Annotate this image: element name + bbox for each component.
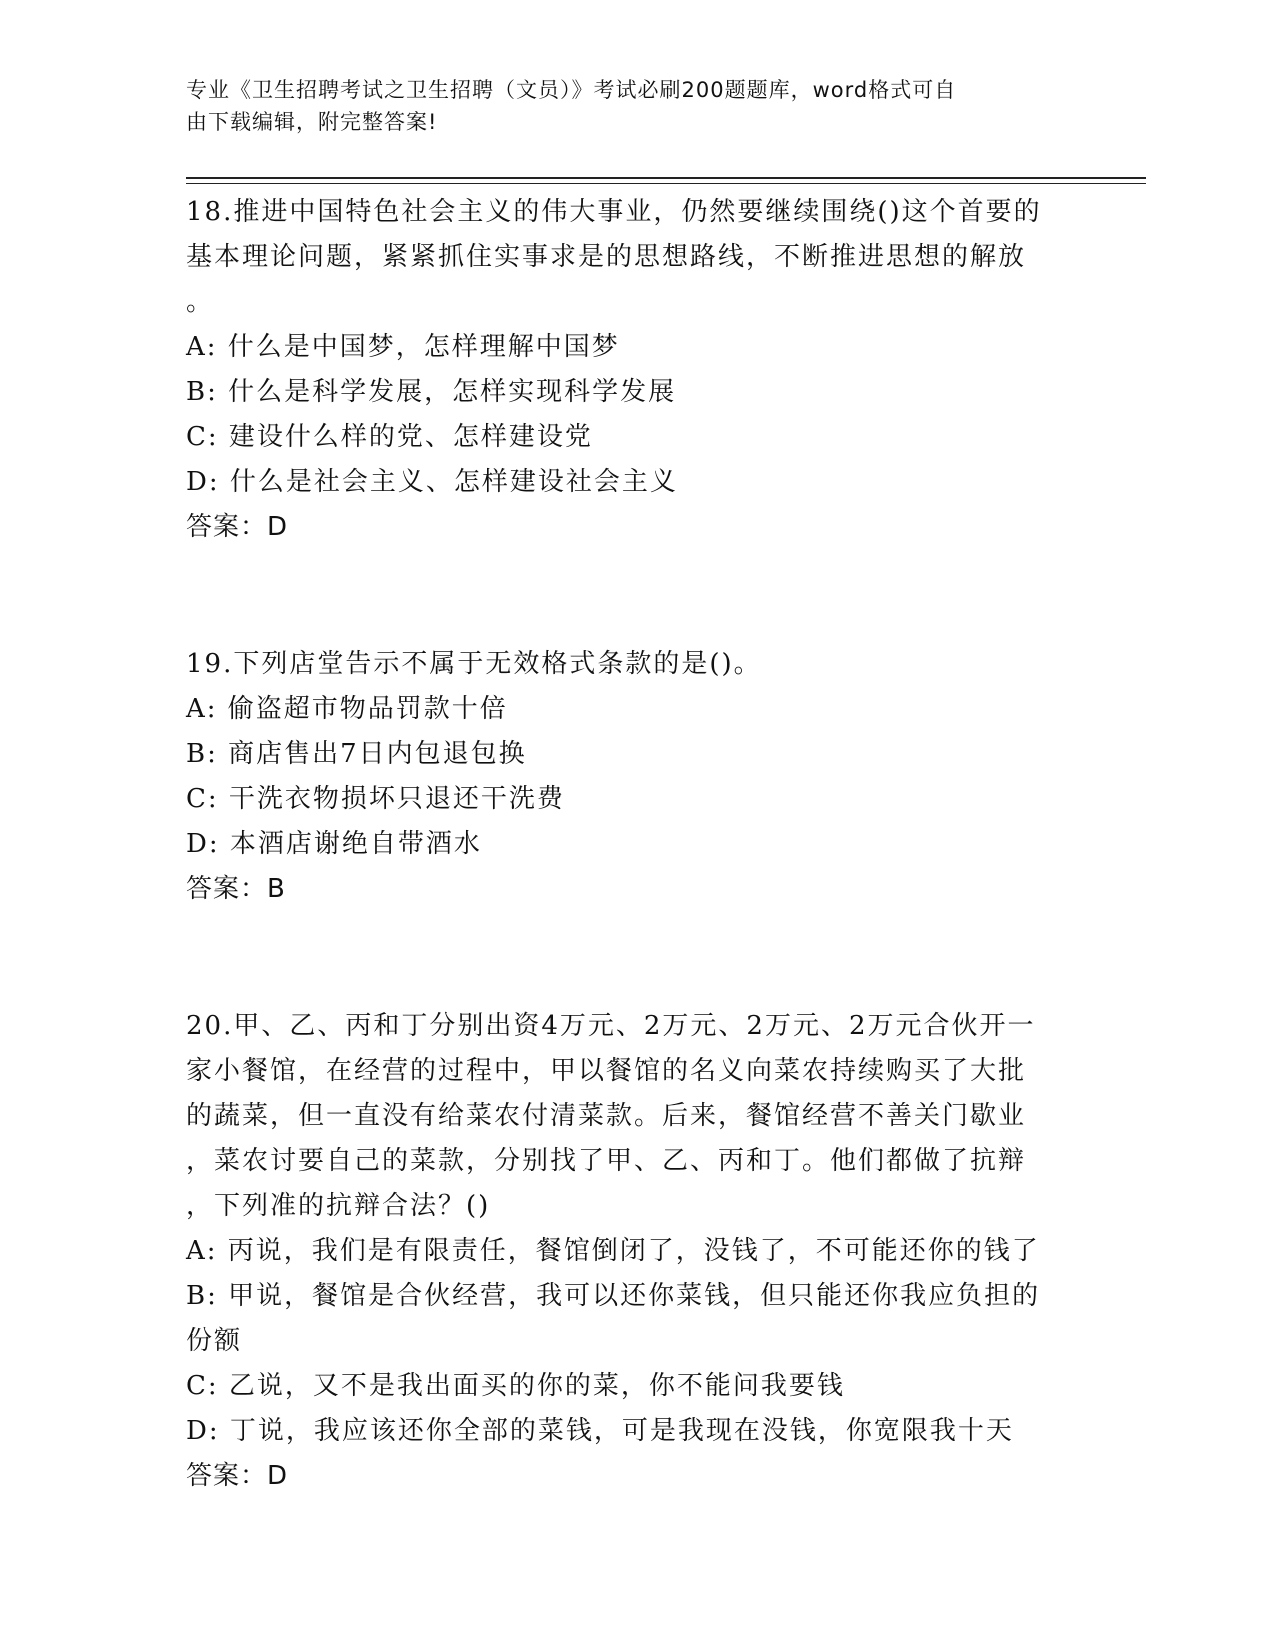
answer-label: 答案：B — [186, 874, 286, 904]
question-stem-line: ，下列准的抗辩合法？() — [186, 1191, 491, 1221]
document-header — [186, 74, 1066, 138]
question-stem-line: 的蔬菜，但一直没有给菜农付清菜款。后来，餐馆经营不善关门歇业 — [186, 1101, 1027, 1131]
question-stem-line: 18.推进中国特色社会主义的伟大事业，仍然要继续围绕()这个首要的 — [186, 197, 1042, 227]
question-stem-line: ，菜农讨要自己的菜款，分别找了甲、乙、丙和丁。他们都做了抗辩 — [186, 1146, 1027, 1176]
question-stem-line: 基本理论问题，紧紧抓住实事求是的思想路线，不断推进思想的解放 — [186, 242, 1027, 272]
option-a: A: 偷盗超市物品罚款十倍 — [186, 694, 508, 724]
option-d: D: 本酒店谢绝自带酒水 — [186, 829, 482, 859]
header-line: 由下载编辑，附完整答案! — [186, 110, 438, 134]
question-stem-line: 20.甲、乙、丙和丁分别出资4万元、2万元、2万元、2万元合伙开一 — [186, 1011, 1036, 1041]
question-stem-line: 。 — [186, 287, 215, 317]
option-c: C: 干洗衣物损坏只退还干洗费 — [186, 784, 565, 814]
spacer — [186, 550, 1086, 642]
option-c: C: 建设什么样的党、怎样建设党 — [186, 422, 593, 452]
option-b: B: 什么是科学发展，怎样实现科学发展 — [186, 377, 677, 407]
header-divider-thick — [186, 177, 1146, 179]
option-b: B: 商店售出7日内包退包换 — [186, 739, 527, 769]
question-19 — [186, 642, 1086, 912]
header-divider-thin — [186, 183, 1146, 184]
spacer — [186, 912, 1086, 1004]
option-b-continued: 份额 — [186, 1326, 243, 1356]
option-a: A: 丙说，我们是有限责任，餐馆倒闭了，没钱了，不可能还你的钱了 — [186, 1236, 1040, 1266]
option-b: B: 甲说，餐馆是合伙经营，我可以还你菜钱，但只能还你我应负担的 — [186, 1281, 1041, 1311]
option-d: D: 丁说，我应该还你全部的菜钱，可是我现在没钱，你宽限我十天 — [186, 1416, 1014, 1446]
option-c: C: 乙说，又不是我出面买的你的菜，你不能问我要钱 — [186, 1371, 845, 1401]
header-line: 专业《卫生招聘考试之卫生招聘（文员）》考试必刷200题题库，word格式可自 — [186, 78, 957, 102]
question-list — [186, 190, 1086, 1499]
question-20 — [186, 1004, 1086, 1499]
option-d: D: 什么是社会主义、怎样建设社会主义 — [186, 467, 678, 497]
answer-label: 答案：D — [186, 1461, 289, 1491]
question-stem-line: 19.下列店堂告示不属于无效格式条款的是()。 — [186, 649, 762, 679]
answer-label: 答案：D — [186, 512, 289, 542]
question-18 — [186, 190, 1086, 550]
question-stem-line: 家小餐馆，在经营的过程中，甲以餐馆的名义向菜农持续购买了大批 — [186, 1056, 1027, 1086]
option-a: A: 什么是中国梦，怎样理解中国梦 — [186, 332, 620, 362]
